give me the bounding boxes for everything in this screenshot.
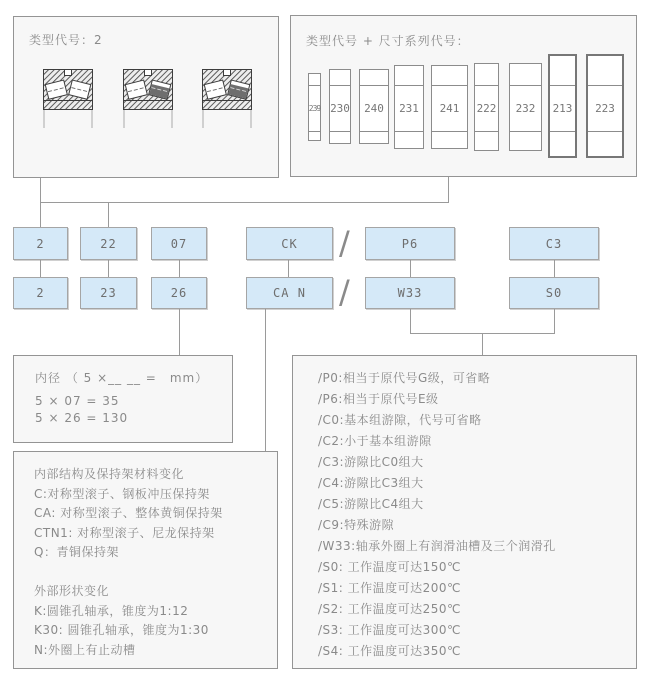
connector-line — [410, 260, 411, 277]
type-code-panel-title: 类型代号：2 — [29, 33, 103, 47]
code-label: P6 — [401, 236, 419, 251]
code-box — [509, 227, 599, 260]
size-series-label: 231 — [399, 101, 419, 115]
size-series-figure — [548, 54, 577, 158]
suffix-codes-box — [292, 355, 637, 669]
connector-line — [554, 260, 555, 277]
bore-box-line: 5 × 07 = 35 — [35, 394, 120, 408]
suffix-box-line: /C0:基本组游隙，代号可省略 — [318, 413, 482, 427]
internal-box-line: Q：青铜保持架 — [34, 545, 119, 559]
size-series-panel-title: 类型代号 + 尺寸系列代号： — [306, 34, 470, 48]
connector-line — [108, 202, 109, 227]
code-label: CA N — [273, 286, 306, 300]
code-box — [365, 227, 455, 260]
internal-box-line: 内部结构及保持架材料变化 — [34, 467, 185, 481]
code-label: S0 — [545, 286, 563, 300]
suffix-box-line: /C9:特殊游隙 — [318, 518, 395, 532]
code-box — [151, 227, 207, 260]
internal-box-line: K:圆锥孔轴承，锥度为1:12 — [34, 603, 189, 618]
size-series-label: 222 — [476, 101, 497, 115]
size-series-label: 213 — [552, 101, 573, 115]
code-label: 26 — [170, 286, 188, 300]
size-series-label: 232 — [515, 101, 536, 115]
suffix-box-line: /S1: 工作温度可达200℃ — [318, 581, 462, 595]
code-box — [13, 277, 68, 309]
internal-box-line: N:外圈上有止动槽 — [34, 642, 136, 657]
connector-line — [410, 309, 411, 333]
suffix-box-line: /S4: 工作温度可达350℃ — [318, 644, 462, 658]
size-series-label: 239 — [308, 103, 321, 113]
size-series-label: 223 — [595, 101, 615, 115]
code-box — [365, 277, 455, 309]
code-box — [151, 277, 207, 309]
code-box — [509, 277, 599, 309]
suffix-box-line: /C4:游隙比C3组大 — [318, 476, 424, 490]
size-series-figure — [329, 69, 351, 144]
code-box — [13, 227, 68, 260]
size-series-figure — [394, 65, 424, 149]
code-box — [246, 227, 333, 260]
connector-line — [448, 177, 449, 203]
connector-line — [179, 260, 180, 277]
slash-separator: / — [339, 273, 350, 311]
size-series-figure — [586, 54, 624, 158]
size-series-figure — [474, 63, 499, 151]
connector-line — [108, 260, 109, 277]
connector-line — [288, 260, 289, 277]
suffix-box-line: /C2:小于基本组游隙 — [318, 434, 432, 448]
internal-structure-box — [13, 451, 278, 669]
internal-box-line: CTN1: 对称型滚子、尼龙保持架 — [34, 525, 215, 540]
size-series-label: 230 — [330, 101, 350, 115]
size-series-label: 241 — [439, 101, 460, 115]
suffix-box-line: /S3: 工作温度可达300℃ — [318, 623, 462, 637]
suffix-box-line: /S2: 工作温度可达250℃ — [318, 602, 462, 616]
suffix-box-line: /C5:游隙比C4组大 — [318, 497, 424, 511]
size-series-figure — [359, 69, 389, 144]
size-series-figure — [308, 73, 321, 141]
code-label: 07 — [170, 236, 188, 251]
suffix-box-line: /P0:相当于原代号G级，可省略 — [318, 371, 491, 385]
bore-box-line: 5 × 26 = 130 — [35, 411, 129, 425]
connector-line — [179, 309, 180, 355]
internal-box-line: CA: 对称型滚子、整体黄铜保持架 — [34, 506, 223, 520]
connector-line — [482, 333, 483, 355]
code-label: 2 — [36, 236, 45, 251]
size-series-panel — [290, 15, 637, 177]
internal-box-line: K30: 圆锥孔轴承，锥度为1:30 — [34, 623, 209, 637]
code-label: 22 — [100, 236, 117, 251]
bearing-cross-section-icon — [202, 69, 252, 129]
suffix-box-line: /P6:相当于原代号E级 — [318, 392, 439, 406]
code-label: C3 — [545, 236, 563, 251]
internal-box-line: C:对称型滚子、钢板冲压保持架 — [34, 486, 210, 501]
size-series-label: 240 — [364, 101, 384, 115]
bearing-cross-section-icon — [43, 69, 93, 129]
connector-line — [554, 309, 555, 334]
connector-line — [40, 260, 41, 277]
code-label: 2 — [36, 286, 45, 300]
connector-line — [40, 202, 449, 203]
bore-box-title: 内径 （ 5 ×__ __ = mm） — [35, 371, 209, 385]
bore-diameter-box — [13, 355, 233, 443]
suffix-box-line: /S0: 工作温度可达150℃ — [318, 560, 462, 574]
code-label: CK — [281, 236, 298, 251]
type-code-panel — [13, 16, 279, 178]
suffix-box-line: /W33:轴承外圈上有润滑油槽及三个润滑孔 — [318, 539, 556, 553]
internal-box-line — [34, 563, 277, 583]
code-box — [246, 277, 333, 309]
internal-box-line: 外部形状变化 — [34, 584, 110, 598]
code-label: W33 — [397, 286, 423, 300]
size-series-figure — [509, 63, 542, 151]
connector-line — [265, 309, 266, 451]
code-label: 23 — [100, 286, 117, 300]
bearing-cross-section-icon — [123, 69, 173, 129]
size-series-figure — [431, 65, 468, 149]
suffix-box-line: /C3:游隙比C0组大 — [318, 455, 424, 469]
slash-separator: / — [339, 224, 350, 262]
code-box — [80, 277, 137, 309]
code-box — [80, 227, 137, 260]
